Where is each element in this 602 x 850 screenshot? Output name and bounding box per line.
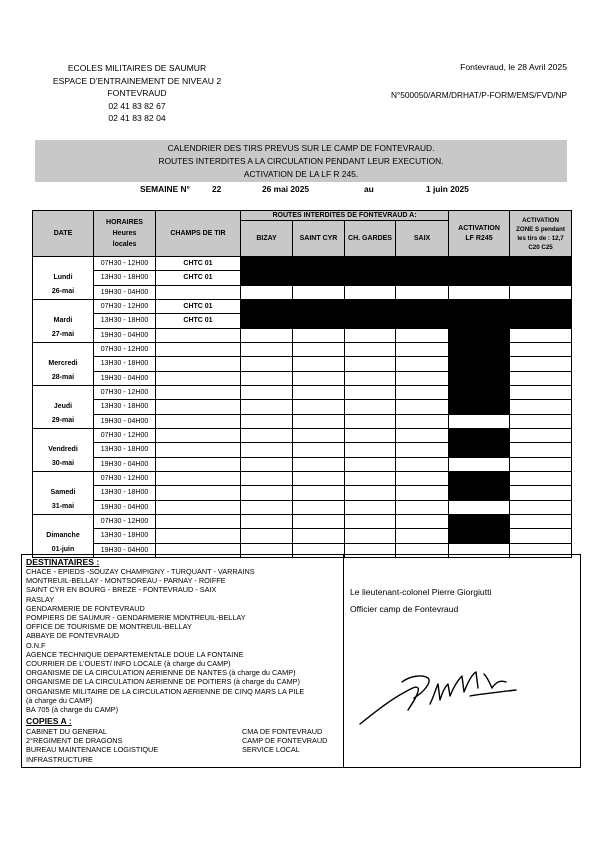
- horaires-header-line: HORAIRES: [106, 219, 143, 226]
- route-cell-bizay: [241, 328, 293, 342]
- route-cell-bizay: [241, 371, 293, 385]
- schedule-row: [33, 371, 572, 385]
- signatory-role: Officier camp de Fontevraud: [350, 603, 459, 614]
- time-slot: 07H30 - 12H00: [94, 472, 156, 486]
- phone-number: 02 41 83 82 67: [108, 100, 166, 111]
- copy-recipient: CABINET DU GENERAL: [26, 727, 107, 736]
- schedule-row: [33, 300, 572, 314]
- time-slot: 19H30 - 04H00: [94, 543, 156, 557]
- route-cell-bizay: [241, 486, 293, 500]
- day-date: 01-juin: [51, 546, 75, 553]
- route-cell-ch-gardes: [345, 357, 396, 371]
- route-cell-saix: [396, 529, 449, 543]
- copies-column-1: [26, 727, 158, 764]
- route-cell-saint-cyr: [293, 443, 345, 457]
- route-cell-ch-gardes: [345, 414, 396, 428]
- route-cell-zone-s: [510, 472, 572, 486]
- route-cell-saix: [396, 472, 449, 486]
- schedule-row: [33, 515, 572, 529]
- schedule-row: [33, 271, 572, 285]
- time-slot: 19H30 - 04H00: [94, 414, 156, 428]
- champ-de-tir-cell: [156, 371, 241, 385]
- time-slot: 13H30 - 18H00: [94, 271, 156, 285]
- route-cell-ch-gardes: [345, 257, 396, 271]
- week-label: SEMAINE N°: [140, 184, 190, 194]
- activation-header: [449, 211, 510, 257]
- banner-line: ROUTES INTERDITES A LA CIRCULATION PENDANT LEUR EXECUTION.: [158, 156, 444, 166]
- champ-de-tir-cell: [156, 328, 241, 342]
- activation-header-line: LF R245: [465, 234, 493, 242]
- champ-de-tir-cell: [156, 400, 241, 414]
- time-slot: 19H30 - 04H00: [94, 328, 156, 342]
- route-cell-saix: [396, 328, 449, 342]
- destinataire-line: GENDARMERIE DE FONTEVRAUD: [26, 603, 145, 613]
- route-cell-activation-lfr245: [449, 314, 510, 328]
- day-date: 30-mai: [51, 460, 75, 467]
- destinataire-line: RASLAY: [26, 594, 55, 604]
- schedule-row: [33, 414, 572, 428]
- day-name: Lundi: [53, 274, 73, 281]
- route-cell-saix: [396, 371, 449, 385]
- route-cell-activation-lfr245: [449, 443, 510, 457]
- route-cell-saix: [396, 414, 449, 428]
- route-cell-bizay: [241, 500, 293, 514]
- activation-header-line: ACTIVATION: [458, 224, 500, 232]
- route-cell-ch-gardes: [345, 285, 396, 299]
- horaires-header: [94, 211, 156, 257]
- route-cell-ch-gardes: [345, 371, 396, 385]
- route-cell-saix: [396, 300, 449, 314]
- copy-recipient: SERVICE LOCAL: [242, 745, 300, 755]
- route-cell-zone-s: [510, 400, 572, 414]
- destinataire-line: ORGANISME MILITAIRE DE LA CIRCULATION AERIENNE DE CINQ MARS LA PILE: [26, 686, 305, 696]
- schedule-row: [33, 486, 572, 500]
- champ-de-tir-cell: CHTC 01: [156, 257, 241, 271]
- document-date: Fontevraud, le 28 Avril 2025: [460, 62, 567, 72]
- champ-de-tir-cell: [156, 515, 241, 529]
- route-cell-saix: [396, 386, 449, 400]
- route-cell-zone-s: [510, 515, 572, 529]
- zone-header: [510, 211, 572, 257]
- zone-header-line: C20 C25: [528, 243, 553, 251]
- week-start-date: 26 mai 2025: [262, 184, 310, 194]
- copy-recipient: BUREAU MAINTENANCE LOGISTIQUE: [26, 745, 159, 755]
- route-cell-zone-s: [510, 429, 572, 443]
- route-cell-saix: [396, 285, 449, 299]
- route-cell-bizay: [241, 529, 293, 543]
- champ-de-tir-cell: CHTC 01: [156, 314, 241, 328]
- route-cell-bizay: [241, 271, 293, 285]
- route-cell-activation-lfr245: [449, 400, 510, 414]
- copies-column-2: [242, 727, 327, 755]
- champ-de-tir-cell: [156, 386, 241, 400]
- zone-header-line: ZONE S pendant: [516, 225, 565, 233]
- route-cell-saint-cyr: [293, 386, 345, 400]
- route-header-saix: SAIX: [396, 221, 449, 257]
- champ-de-tir-cell: [156, 357, 241, 371]
- route-cell-bizay: [241, 457, 293, 471]
- destinataire-line: ABBAYE DE FONTEVRAUD: [26, 631, 120, 641]
- route-cell-saint-cyr: [293, 414, 345, 428]
- route-cell-zone-s: [510, 343, 572, 357]
- route-cell-ch-gardes: [345, 500, 396, 514]
- copies-title: COPIES A :: [26, 716, 72, 726]
- route-cell-ch-gardes: [345, 314, 396, 328]
- copy-recipient: 2°REGIMENT DE DRAGONS: [26, 736, 123, 746]
- route-cell-activation-lfr245: [449, 357, 510, 371]
- route-cell-saix: [396, 457, 449, 471]
- route-cell-zone-s: [510, 285, 572, 299]
- route-cell-bizay: [241, 443, 293, 457]
- week-number: 22: [212, 184, 222, 194]
- route-header-saint-cyr: SAINT CYR: [293, 221, 345, 257]
- route-cell-saint-cyr: [293, 457, 345, 471]
- route-cell-zone-s: [510, 257, 572, 271]
- destinataire-line: COURRIER DE L'OUEST/ INFO LOCALE (à charge du CAMP): [26, 659, 231, 669]
- route-cell-bizay: [241, 400, 293, 414]
- route-cell-bizay: [241, 515, 293, 529]
- route-cell-zone-s: [510, 457, 572, 471]
- route-cell-saint-cyr: [293, 486, 345, 500]
- week-connector: au: [364, 184, 374, 194]
- schedule-row: [33, 429, 572, 443]
- route-cell-zone-s: [510, 314, 572, 328]
- route-cell-ch-gardes: [345, 271, 396, 285]
- route-cell-activation-lfr245: [449, 529, 510, 543]
- route-cell-ch-gardes: [345, 443, 396, 457]
- route-cell-ch-gardes: [345, 400, 396, 414]
- route-cell-saix: [396, 515, 449, 529]
- route-cell-activation-lfr245: [449, 300, 510, 314]
- route-header-bizay: BIZAY: [241, 221, 293, 257]
- route-cell-zone-s: [510, 371, 572, 385]
- route-cell-bizay: [241, 343, 293, 357]
- route-cell-activation-lfr245: [449, 371, 510, 385]
- route-cell-activation-lfr245: [449, 328, 510, 342]
- route-cell-saint-cyr: [293, 257, 345, 271]
- signatory-name: Le lieutenant-colonel Pierre Giorgiutti: [350, 587, 492, 597]
- time-slot: 07H30 - 12H00: [94, 300, 156, 314]
- schedule-row: [33, 400, 572, 414]
- sender-line: ESPACE D’ENTRAINEMENT DE NIVEAU 2: [52, 75, 222, 86]
- destinataire-line: SAINT CYR EN BOURG - BREZE - FONTEVRAUD - SAIX: [26, 585, 217, 595]
- champ-de-tir-cell: CHTC 01: [156, 300, 241, 314]
- handwritten-signature: [350, 652, 530, 732]
- champ-de-tir-cell: [156, 429, 241, 443]
- day-date: 26-mai: [51, 288, 75, 295]
- route-cell-zone-s: [510, 328, 572, 342]
- destinataires-title: DESTINATAIRES :: [26, 557, 100, 567]
- time-slot: 07H30 - 12H00: [94, 429, 156, 443]
- route-header-ch-gardes: CH. GARDES: [345, 221, 396, 257]
- schedule-row: [33, 357, 572, 371]
- champ-de-tir-cell: [156, 529, 241, 543]
- schedule-row: [33, 328, 572, 342]
- route-cell-saix: [396, 257, 449, 271]
- route-cell-zone-s: [510, 386, 572, 400]
- route-cell-saint-cyr: [293, 328, 345, 342]
- day-date: 31-mai: [51, 503, 75, 510]
- time-slot: 13H30 - 18H00: [94, 357, 156, 371]
- signatory-block: [350, 584, 491, 617]
- route-cell-activation-lfr245: [449, 271, 510, 285]
- zone-header-line: les tirs de : 12,7: [517, 234, 564, 242]
- destinataire-line: AGENCE TECHNIQUE DEPARTEMENTALE DOUE LA FONTAINE: [26, 649, 244, 659]
- route-cell-ch-gardes: [345, 457, 396, 471]
- day-name: Jeudi: [53, 403, 73, 410]
- horaires-header-line: Heures: [112, 230, 137, 237]
- time-slot: 19H30 - 04H00: [94, 285, 156, 299]
- route-cell-saint-cyr: [293, 343, 345, 357]
- route-cell-saint-cyr: [293, 472, 345, 486]
- route-cell-saix: [396, 314, 449, 328]
- route-cell-activation-lfr245: [449, 457, 510, 471]
- schedule-row: [33, 457, 572, 471]
- day-cell: [33, 429, 94, 472]
- destinataire-line: ORGANISME DE LA CIRCULATION AERIENNE DE POITIERS (à charge du CAMP): [26, 677, 300, 687]
- route-cell-zone-s: [510, 300, 572, 314]
- route-cell-saint-cyr: [293, 529, 345, 543]
- banner-line: ACTIVATION DE LA LF R 245.: [243, 169, 359, 179]
- sender-line: ECOLES MILITAIRES DE SAUMUR: [67, 63, 207, 73]
- route-cell-saint-cyr: [293, 371, 345, 385]
- time-slot: 13H30 - 18H00: [94, 529, 156, 543]
- banner-line: CALENDRIER DES TIRS PREVUS SUR LE CAMP DE FONTEVRAUD.: [167, 143, 435, 153]
- route-cell-ch-gardes: [345, 386, 396, 400]
- day-cell: [33, 515, 94, 558]
- route-cell-zone-s: [510, 357, 572, 371]
- route-cell-saint-cyr: [293, 271, 345, 285]
- schedule-row: [33, 500, 572, 514]
- route-cell-saix: [396, 400, 449, 414]
- time-slot: 07H30 - 12H00: [94, 386, 156, 400]
- champ-de-tir-cell: [156, 486, 241, 500]
- champ-de-tir-cell: [156, 443, 241, 457]
- route-cell-ch-gardes: [345, 429, 396, 443]
- destinataire-line: OFFICE DE TOURISME DE MONTREUIL-BELLAY: [26, 622, 192, 632]
- day-cell: [33, 300, 94, 343]
- route-cell-ch-gardes: [345, 300, 396, 314]
- schedule-row: [33, 314, 572, 328]
- schedule-row: [33, 529, 572, 543]
- time-slot: 07H30 - 12H00: [94, 343, 156, 357]
- route-cell-saint-cyr: [293, 429, 345, 443]
- route-cell-saint-cyr: [293, 285, 345, 299]
- route-cell-bizay: [241, 386, 293, 400]
- day-cell: [33, 257, 94, 300]
- time-slot: 19H30 - 04H00: [94, 500, 156, 514]
- champ-de-tir-cell: [156, 500, 241, 514]
- schedule-row: [33, 343, 572, 357]
- route-cell-saix: [396, 357, 449, 371]
- schedule-row: [33, 472, 572, 486]
- schedule-row: [33, 257, 572, 271]
- route-cell-saint-cyr: [293, 300, 345, 314]
- route-cell-bizay: [241, 414, 293, 428]
- route-cell-saint-cyr: [293, 500, 345, 514]
- route-cell-zone-s: [510, 529, 572, 543]
- route-cell-saint-cyr: [293, 357, 345, 371]
- route-cell-activation-lfr245: [449, 257, 510, 271]
- sender-line: FONTEVRAUD: [107, 88, 167, 98]
- destinataire-line: CHACE - EPIEDS -SOUZAY CHAMPIGNY - TURQUANT - VARRAINS: [26, 567, 255, 576]
- copy-recipient: CAMP DE FONTEVRAUD: [242, 736, 328, 746]
- route-cell-ch-gardes: [345, 343, 396, 357]
- destinataire-line: POMPIERS DE SAUMUR - GENDARMERIE MONTREUIL-BELLAY: [26, 613, 246, 623]
- route-cell-activation-lfr245: [449, 500, 510, 514]
- day-name: Vendredi: [48, 446, 78, 453]
- time-slot: 13H30 - 18H00: [94, 443, 156, 457]
- route-cell-ch-gardes: [345, 529, 396, 543]
- route-cell-zone-s: [510, 486, 572, 500]
- route-cell-saix: [396, 500, 449, 514]
- day-cell: [33, 386, 94, 429]
- day-name: Samedi: [50, 489, 76, 496]
- route-cell-activation-lfr245: [449, 429, 510, 443]
- phone-number: 02 41 83 82 04: [108, 113, 166, 123]
- horaires-header-line: locales: [112, 241, 137, 248]
- routes-group-header: ROUTES INTERDITES DE FONTEVRAUD A:: [241, 211, 449, 221]
- time-slot: 19H30 - 04H00: [94, 371, 156, 385]
- route-cell-activation-lfr245: [449, 414, 510, 428]
- destinataire-line: ORGANISME DE LA CIRCULATION AERIENNE DE NANTES (à charge du CAMP): [26, 668, 296, 678]
- date-header: DATE: [33, 211, 94, 257]
- route-cell-zone-s: [510, 443, 572, 457]
- day-name: Dimanche: [46, 532, 80, 539]
- day-cell: [33, 343, 94, 386]
- route-cell-activation-lfr245: [449, 515, 510, 529]
- route-cell-saint-cyr: [293, 515, 345, 529]
- day-date: 28-mai: [51, 374, 75, 381]
- time-slot: 13H30 - 18H00: [94, 314, 156, 328]
- time-slot: 13H30 - 18H00: [94, 486, 156, 500]
- champs-header: CHAMPS DE TIR: [156, 211, 241, 257]
- route-cell-bizay: [241, 429, 293, 443]
- day-cell: [33, 472, 94, 515]
- route-cell-zone-s: [510, 500, 572, 514]
- zone-header-line: ACTIVATION: [522, 216, 559, 224]
- document-reference: N°500050/ARM/DRHAT/P-FORM/EMS/FVD/NP: [390, 90, 567, 100]
- route-cell-activation-lfr245: [449, 472, 510, 486]
- champ-de-tir-cell: [156, 472, 241, 486]
- route-cell-bizay: [241, 472, 293, 486]
- schedule-row: [33, 386, 572, 400]
- time-slot: 07H30 - 12H00: [94, 515, 156, 529]
- copy-recipient: CMA DE FONTEVRAUD: [242, 727, 323, 736]
- destinataire-line: BA 705 (à charge du CAMP): [26, 705, 119, 715]
- schedule-row: [33, 443, 572, 457]
- copy-recipient: INFRASTRUCTURE: [26, 754, 93, 764]
- destinataires-section: [26, 557, 346, 714]
- route-cell-saix: [396, 486, 449, 500]
- route-cell-saint-cyr: [293, 400, 345, 414]
- route-cell-bizay: [241, 285, 293, 299]
- route-cell-bizay: [241, 314, 293, 328]
- route-cell-saix: [396, 429, 449, 443]
- route-cell-saint-cyr: [293, 314, 345, 328]
- time-slot: 07H30 - 12H00: [94, 257, 156, 271]
- schedule-table: [32, 210, 572, 558]
- week-end-date: 1 juin 2025: [426, 184, 469, 194]
- route-cell-zone-s: [510, 271, 572, 285]
- route-cell-saix: [396, 271, 449, 285]
- route-cell-activation-lfr245: [449, 343, 510, 357]
- champ-de-tir-cell: CHTC 01: [156, 271, 241, 285]
- champ-de-tir-cell: [156, 414, 241, 428]
- route-cell-bizay: [241, 257, 293, 271]
- day-date: 29-mai: [51, 417, 75, 424]
- route-cell-ch-gardes: [345, 472, 396, 486]
- destinataire-line: (à charge du CAMP): [26, 695, 93, 705]
- day-date: 27-mai: [51, 331, 75, 338]
- champ-de-tir-cell: [156, 457, 241, 471]
- sender-block: [30, 62, 244, 125]
- route-cell-activation-lfr245: [449, 285, 510, 299]
- route-cell-activation-lfr245: [449, 386, 510, 400]
- title-banner: [35, 140, 567, 182]
- champ-de-tir-cell: [156, 343, 241, 357]
- day-name: Mardi: [53, 317, 73, 324]
- route-cell-saix: [396, 343, 449, 357]
- route-cell-ch-gardes: [345, 515, 396, 529]
- day-name: Mercredi: [48, 360, 78, 367]
- route-cell-bizay: [241, 357, 293, 371]
- route-cell-saix: [396, 443, 449, 457]
- champ-de-tir-cell: [156, 285, 241, 299]
- route-cell-ch-gardes: [345, 486, 396, 500]
- route-cell-bizay: [241, 300, 293, 314]
- route-cell-zone-s: [510, 414, 572, 428]
- destinataire-line: MONTREUIL-BELLAY - MONTSOREAU - PARNAY - ROIFFE: [26, 576, 226, 586]
- schedule-row: [33, 285, 572, 299]
- time-slot: 19H30 - 04H00: [94, 457, 156, 471]
- time-slot: 13H30 - 18H00: [94, 400, 156, 414]
- route-cell-activation-lfr245: [449, 486, 510, 500]
- route-cell-ch-gardes: [345, 328, 396, 342]
- destinataire-line: O.N.F: [26, 640, 46, 650]
